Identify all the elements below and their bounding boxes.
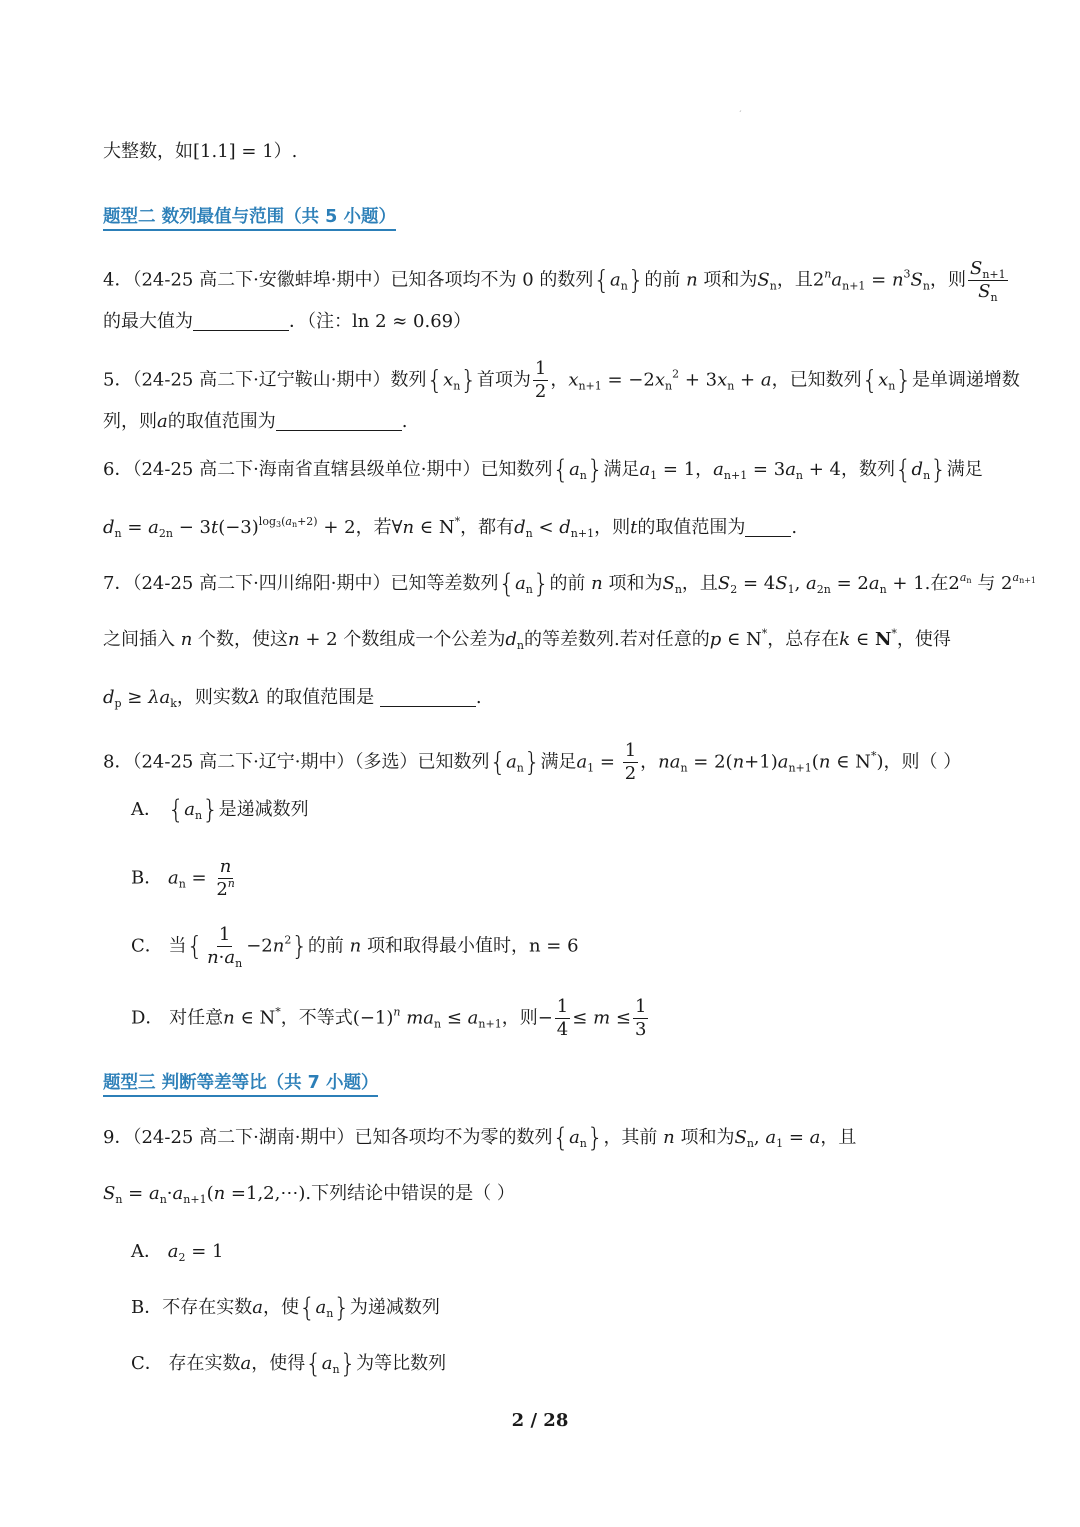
question-7-line-1: 7．（24-25 高二下·四川绵阳·期中）已知等差数列$\{a_n\}$的前 n 项和为$S_n$，且$S_2 = 4S_1$, $a_{2n} = 2a_n + 1$.在$2^{a_n}$ 与 $2^{a_{n+1}}$ xyxy=(103,569,1037,599)
question-9-line-1: 9．（24-25 高二下·湖南·期中）已知各项均不为零的数列$\{a_n\}$，其前 n 项和为$S_n$, $a_1 = a$，且 xyxy=(103,1123,857,1153)
question-8-option-d[interactable]: D． 对任意n ∈ N*，不等式$(-1)^n$ $ma_n \le a_{n+1}$，则− $\frac{1}{4}$ ≤ m ≤ $\frac{1}{3}$ xyxy=(131,996,647,1040)
question-8-line-1: 8．（24-25 高二下·辽宁·期中）（多选）已知数列$\{a_n\}$满足$a_1$ = $\frac{1}{2}$ ，$na_n = 2(n+1)a_{n+1}(n$ ∈ N*)，则（ ） xyxy=(103,740,962,784)
stray-mark: ˊ xyxy=(738,110,742,119)
question-4-line-1: 4．（24-25 高二下·安徽蚌埠·期中）已知各项均不为 0 的数列$\{a_n\}$的前 n 项和为$S_n$，且$2^na_{n+1} = n^3S_n$，则 $\frac{S_{n+1}}{S_n}$ xyxy=(103,258,1006,304)
question-8-option-a[interactable]: A． $\{a_n\}$是递减数列 xyxy=(131,795,309,825)
question-7-line-2: 之间插入 n 个数，使这n + 2 个数组成一个公差为$d_n$的等差数列.若对任意的p ∈ N*，总存在k ∈ N*，使得 xyxy=(103,627,951,652)
question-5-line-1: 5．（24-25 高二下·辽宁鞍山·期中）数列$\{x_n\}$首项为 $\frac{1}{2}$ ，$x_{n+1} = -2x_n^2 + 3x_n + a$，已知数列$\{x_n\}$是单调递增数 xyxy=(103,358,1020,402)
question-5-line-2: 列，则a的取值范围为 . xyxy=(103,411,408,432)
question-7-line-3: $d_p \ge \lambda a_k$，则实数λ 的取值范围是 . xyxy=(103,687,482,710)
question-6-line-2: $d_n = a_{2n} - 3t(-3)^{log_3(a_n+2)} + 2$，若∀n ∈ N*，都有$d_n < d_{n+1}$，则t的取值范围为 . xyxy=(103,515,798,540)
answer-blank[interactable] xyxy=(745,518,791,537)
answer-blank[interactable] xyxy=(276,412,402,431)
question-9-option-a[interactable]: A． $a_2 = 1$ xyxy=(131,1241,224,1264)
page-number: 2 / 28 xyxy=(511,1410,569,1431)
answer-blank[interactable] xyxy=(380,688,476,707)
answer-blank[interactable] xyxy=(193,312,289,331)
section-title-2: 题型二 数列最值与范围（共 5 小题） xyxy=(103,206,396,231)
question-9-option-c[interactable]: C． 存在实数a，使得$\{a_n\}$为等比数列 xyxy=(131,1349,447,1379)
question-9-option-b[interactable]: B．不存在实数a，使$\{a_n\}$为递减数列 xyxy=(131,1293,440,1323)
question-4-line-2: 的最大值为 ．（注：ln 2 ≈ 0.69） xyxy=(103,311,472,332)
question-8-option-b[interactable]: B． $a_n$ = $\frac{n}{2^n}$ xyxy=(131,856,235,900)
question-6-line-1: 6．（24-25 高二下·海南省直辖县级单位·期中）已知数列$\{a_n\}$满足$a_1 = 1$，$a_{n+1} = 3a_n + 4$，数列$\{d_n\}$满足 xyxy=(103,455,983,485)
section-title-3: 题型三 判断等差等比（共 7 小题） xyxy=(103,1072,378,1097)
top-line: 大整数，如[1.1] = 1）. xyxy=(103,141,298,162)
question-8-option-c[interactable]: C． 当{ $\frac{1}{n\cdot a_n}$ $-2n^2$}的前 n 项和取得最小值时，n = 6 xyxy=(131,924,579,970)
question-9-line-2: $S_n = a_n\cdot a_{n+1}(n$ =1,2,⋯).下列结论中错误的是（ ） xyxy=(103,1183,515,1206)
